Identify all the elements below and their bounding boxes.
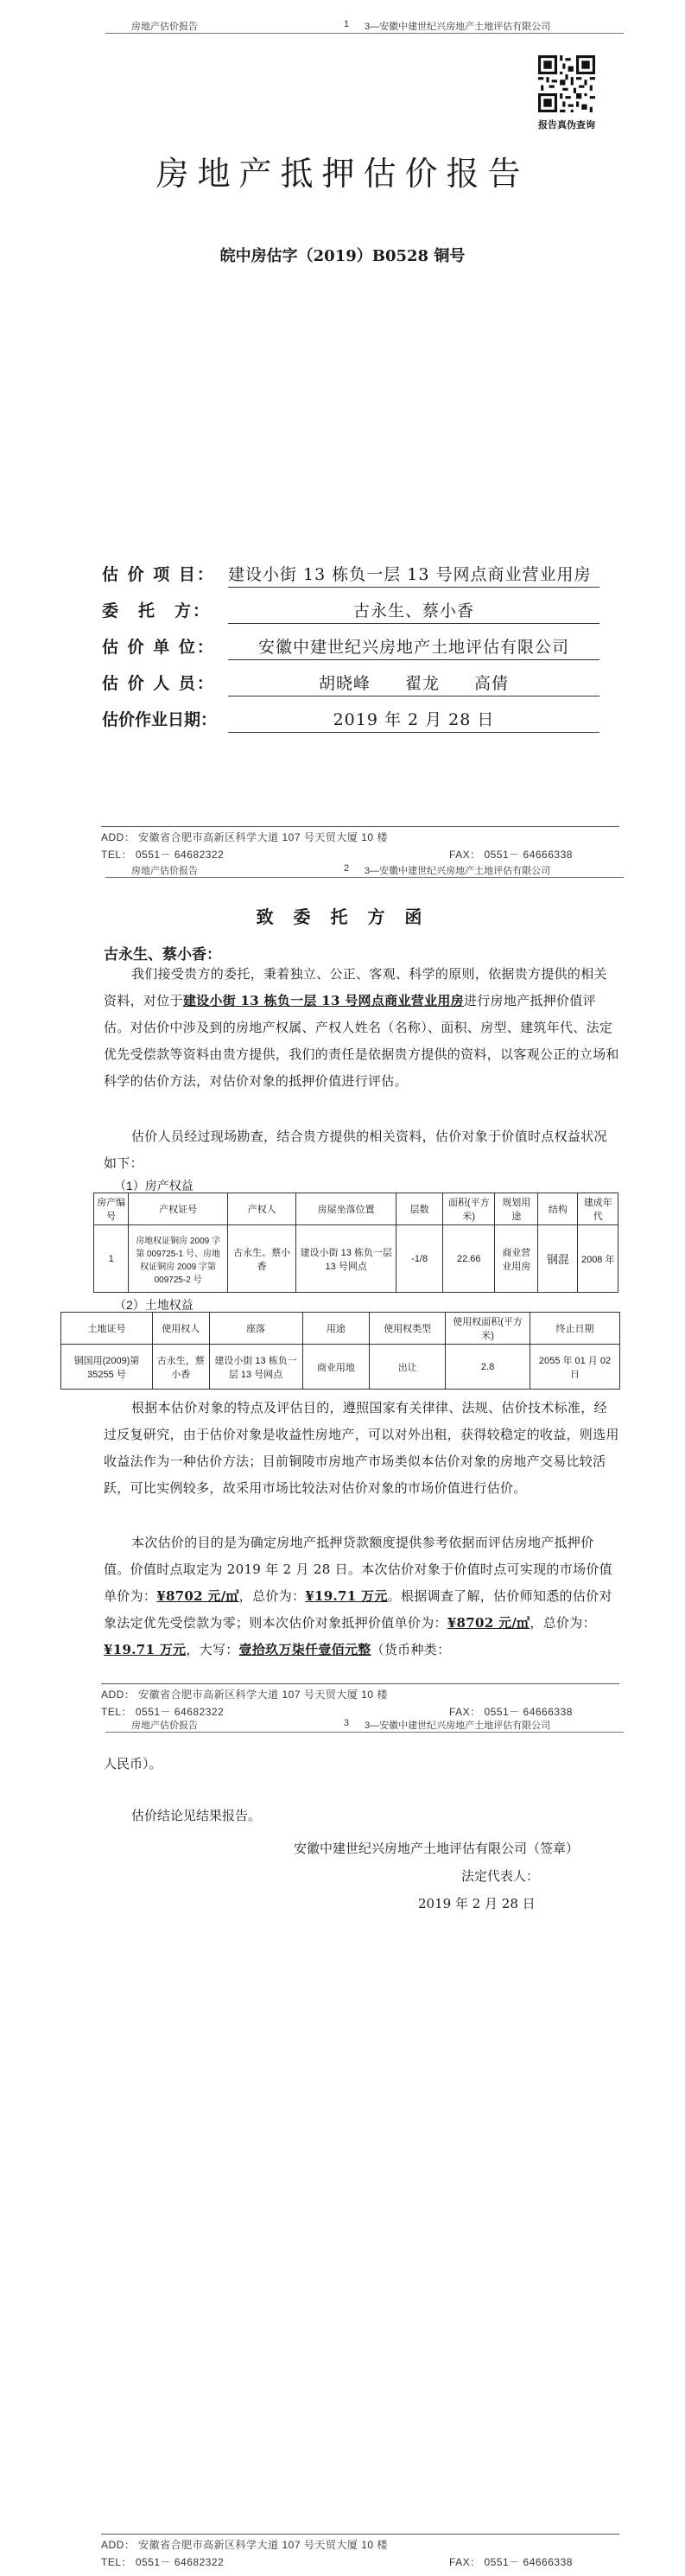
page-header-right: 3—安徽中建世纪兴房地产土地评估有限公司 xyxy=(365,866,551,876)
page-header-right: 3—安徽中建世纪兴房地产土地评估有限公司 xyxy=(365,1721,551,1731)
mortgage-unit-price: ¥8702 元/㎡ xyxy=(447,1615,530,1631)
page-header-number: 3 xyxy=(344,1718,350,1728)
house-rights-heading: （1）房产权益 xyxy=(114,1179,193,1193)
field-label-date: 估价作业日期： xyxy=(102,710,218,729)
table-cell: 钢混 xyxy=(538,1225,578,1293)
table-cell: 建设小街 13 栋负一层 13 号网点 xyxy=(209,1345,302,1390)
table-header: 土地证号 xyxy=(61,1313,153,1345)
table-header: 房产编号 xyxy=(94,1193,129,1225)
page-header-left: 房地产估价报告 xyxy=(131,1721,198,1731)
table-header: 使用权面积(平方米) xyxy=(446,1313,530,1345)
table-header: 使用权类型 xyxy=(370,1313,446,1345)
table-header: 面积(平方米) xyxy=(443,1193,495,1225)
report-number: 皖中房估字（2019）B0528 铜号 xyxy=(219,247,466,265)
footer-tel: TEL： 0551－ 64682322 xyxy=(101,2556,225,2568)
signature-company: 安徽中建世纪兴房地产土地评估有限公司（签章） xyxy=(294,1841,580,1856)
footer-address: ADD： 安徽省合肥市高新区科学大道 107 号天贸大厦 10 楼 xyxy=(101,1689,388,1701)
field-value-project: 建设小街 13 栋负一层 13 号网点商业营业用房 xyxy=(228,562,599,588)
table-header: 建成年代 xyxy=(578,1193,618,1225)
letter-paragraph-3: 根据本估价对象的特点及评估目的，遵照国家有关律律、法规、估价技术标准，经过反复研究，由于估价对象是收益性房地产，可以对外出租，获得较稳定的收益，则选用收益法作为一种估价方法；目前铜陵市房地产市场类似本估价对象的房地产交易比较活跃，可比实例较多，故采用市场比较法对估价对象的市场价值进行估价。 xyxy=(104,1400,619,1496)
signature-representative: 法定代表人： xyxy=(461,1868,540,1884)
table-header: 产权证号 xyxy=(129,1193,228,1225)
letter-title: 致 委 托 方 函 xyxy=(256,906,429,927)
page-header-right: 3—安徽中建世纪兴房地产土地评估有限公司 xyxy=(365,22,551,32)
table-cell: 商业营业用房 xyxy=(495,1225,538,1293)
table-cell: 古永生，蔡小香 xyxy=(152,1345,209,1390)
page-header-number: 2 xyxy=(344,863,350,874)
table-cell: 房地权证铜房 2009 字第 009725-1 号、房地权证铜房 2009 字第 009725-2 号 xyxy=(129,1225,228,1293)
table-cell: 建设小街 13 栋负一层 13 号网点 xyxy=(296,1225,396,1293)
house-rights-table xyxy=(93,1193,618,1293)
footer-tel: TEL： 0551－ 64682322 xyxy=(101,1706,225,1718)
field-label-project: 估 价 项 目： xyxy=(102,565,215,584)
header-rule xyxy=(105,33,624,34)
letter-paragraph-6: 估价结论见结果报告。 xyxy=(131,1808,262,1823)
footer-rule xyxy=(101,826,619,827)
table-cell: 2.8 xyxy=(446,1345,530,1390)
table-header: 座落 xyxy=(209,1313,302,1345)
letter-paragraph-5: 人民币）。 xyxy=(104,1756,162,1771)
table-cell: 2008 年 xyxy=(578,1225,618,1293)
footer-rule xyxy=(101,2534,619,2535)
letter-paragraph-4: 本次估价的目的是为确定房地产抵押贷款额度提供参考依据而评估房地产抵押价值。价值时点取定为 2019 年 2 月 28 日。本次估价对象于价值时点可实现的市场价值单价为：¥8702 元/㎡，总价为：¥19.71 万元。根据调查了解，估价师知悉的估价对象法定优先受偿款为零；则本次估价对象抵押价值单价为：¥8702 元/㎡，总价为：¥19.71 万元，大写：壹拾玖万柒仟壹佰元整（货币种类： xyxy=(104,1535,612,1657)
table-cell: 1 xyxy=(94,1225,129,1293)
table-header: 使用权人 xyxy=(152,1313,209,1345)
field-label-client: 委 托 方： xyxy=(102,601,212,620)
table-cell: 古永生、蔡小香 xyxy=(227,1225,295,1293)
market-total-price: ¥19.71 万元 xyxy=(305,1588,388,1604)
table-cell: -1/8 xyxy=(396,1225,443,1293)
footer-fax: FAX： 0551－ 64666338 xyxy=(449,1706,573,1718)
total-price-in-words: 壹拾玖万柒仟壹佰元整 xyxy=(238,1642,371,1657)
table-cell: 商业用地 xyxy=(302,1345,370,1390)
field-label-appraisers: 估 价 人 员： xyxy=(102,674,215,693)
field-value-date: 2019 年 2 月 28 日 xyxy=(228,707,599,733)
field-value-client: 古永生、蔡小香 xyxy=(228,598,599,624)
signature-date: 2019 年 2 月 28 日 xyxy=(418,1896,536,1911)
table-header: 用途 xyxy=(302,1313,370,1345)
table-header: 产权人 xyxy=(227,1193,295,1225)
table-header: 终止日期 xyxy=(530,1313,620,1345)
table-header: 规划用途 xyxy=(495,1193,538,1225)
table-cell: 2055 年 01 月 02 日 xyxy=(530,1345,620,1390)
qr-code-icon[interactable] xyxy=(538,55,595,112)
table-row xyxy=(94,1225,618,1293)
header-rule xyxy=(105,1732,624,1733)
page-header-left: 房地产估价报告 xyxy=(131,866,198,876)
land-rights-table xyxy=(60,1312,620,1390)
footer-address: ADD： 安徽省合肥市高新区科学大道 107 号天贸大厦 10 楼 xyxy=(101,831,388,843)
table-header: 层数 xyxy=(396,1193,443,1225)
field-value-appraisers: 胡晓峰 翟龙 高倩 xyxy=(228,671,599,696)
field-value-appraiser-org: 安徽中建世纪兴房地产土地评估有限公司 xyxy=(228,634,599,660)
property-address: 建设小街 13 栋负一层 13 号网点商业营业用房 xyxy=(182,993,464,1008)
page-header-left: 房地产估价报告 xyxy=(131,22,198,32)
report-title: 房地产抵押估价报告 xyxy=(155,155,530,193)
mortgage-total-price: ¥19.71 万元 xyxy=(104,1642,187,1657)
land-rights-heading: （2）土地权益 xyxy=(114,1298,193,1312)
table-header: 结构 xyxy=(538,1193,578,1225)
footer-fax: FAX： 0551－ 64666338 xyxy=(449,2556,573,2568)
footer-tel: TEL： 0551－ 64682322 xyxy=(101,849,225,861)
table-cell: 铜国用(2009)第 35255 号 xyxy=(61,1345,153,1390)
table-row xyxy=(61,1345,620,1390)
page-header-number: 1 xyxy=(344,19,350,29)
footer-address: ADD： 安徽省合肥市高新区科学大道 107 号天贸大厦 10 楼 xyxy=(101,2539,388,2551)
table-cell: 22.66 xyxy=(443,1225,495,1293)
table-cell: 出让 xyxy=(370,1345,446,1390)
field-label-appraiser-org: 估 价 单 位： xyxy=(102,638,215,657)
header-rule xyxy=(105,877,624,878)
letter-salutation: 古永生、蔡小香： xyxy=(104,946,221,964)
table-header: 房屋坐落位置 xyxy=(296,1193,396,1225)
letter-paragraph-2: 估价人员经过现场勘查，结合贵方提供的相关资料，估价对象于价值时点权益状况如下： xyxy=(104,1129,607,1171)
letter-paragraph-1: 我们接受贵方的委托，秉着独立、公正、客观、科学的原则，依据贵方提供的相关资料，对位于建设小街 13 栋负一层 13 号网点商业营业用房进行房地产抵押价值评估。对估价中涉及到的房地产权属、产权人姓名（名称）、面积、房型、建筑年代、法定优先受偿款等资料由贵方提供，我们的责任是依据贵方提供的资料，以客观公正的立场和科学的估价方法，对估价对象的抵押价值进行评估。 xyxy=(104,966,619,1089)
footer-fax: FAX： 0551－ 64666338 xyxy=(449,849,573,861)
market-unit-price: ¥8702 元/㎡ xyxy=(156,1588,239,1604)
footer-rule xyxy=(101,1683,619,1684)
qr-caption: 报告真伪查询 xyxy=(538,120,595,130)
